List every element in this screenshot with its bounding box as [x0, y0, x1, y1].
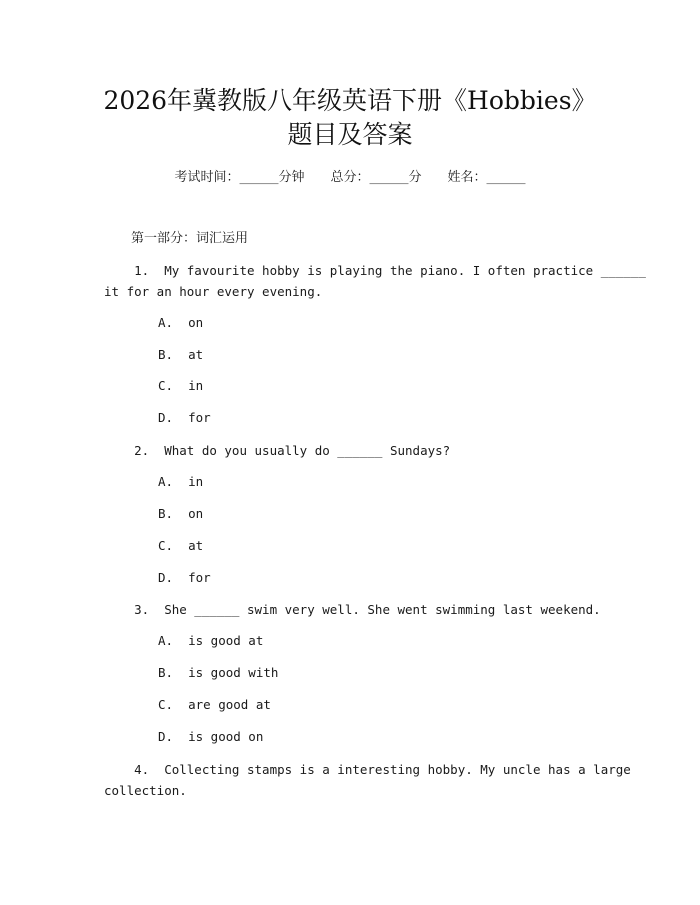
question-3-option-b: B. is good with — [158, 665, 279, 680]
question-1-option-c: C. in — [158, 378, 204, 393]
question-3-option-d: D. is good on — [158, 729, 264, 744]
exam-time-field: 考试时间：______分钟 — [174, 170, 305, 185]
student-name-field: 姓名：______ — [447, 170, 526, 185]
question-4-line-1: 4. Collecting stamps is a interesting hobby. My uncle has a large — [104, 762, 631, 777]
exam-info-row — [0, 168, 700, 188]
question-1-line-1: 1. My favourite hobby is playing the piano. I often practice ______ — [104, 263, 646, 278]
page-title-line-2: 题目及答案 — [287, 120, 413, 149]
question-4-line-2: collection. — [104, 783, 187, 798]
question-2-line-1: 2. What do you usually do ______ Sundays? — [104, 443, 451, 458]
question-3-option-c: C. are good at — [158, 697, 271, 712]
question-2-option-a: A. in — [158, 474, 204, 489]
section-heading: 第一部分：词汇运用 — [131, 231, 249, 246]
question-3-line-1: 3. She ______ swim very well. She went swimming last weekend. — [104, 602, 601, 617]
question-2-option-c: C. at — [158, 538, 204, 553]
question-1-option-d: D. for — [158, 410, 211, 425]
question-1-line-2: it for an hour every evening. — [104, 284, 323, 299]
question-1-option-b: B. at — [158, 347, 204, 362]
question-2-option-d: D. for — [158, 570, 211, 585]
question-3-option-a: A. is good at — [158, 633, 264, 648]
question-2-option-b: B. on — [158, 506, 204, 521]
page-title-line-1: 2026年冀教版八年级英语下册《Hobbies》 — [103, 86, 597, 115]
question-1-option-a: A. on — [158, 315, 204, 330]
total-score-field: 总分：______分 — [330, 170, 422, 185]
